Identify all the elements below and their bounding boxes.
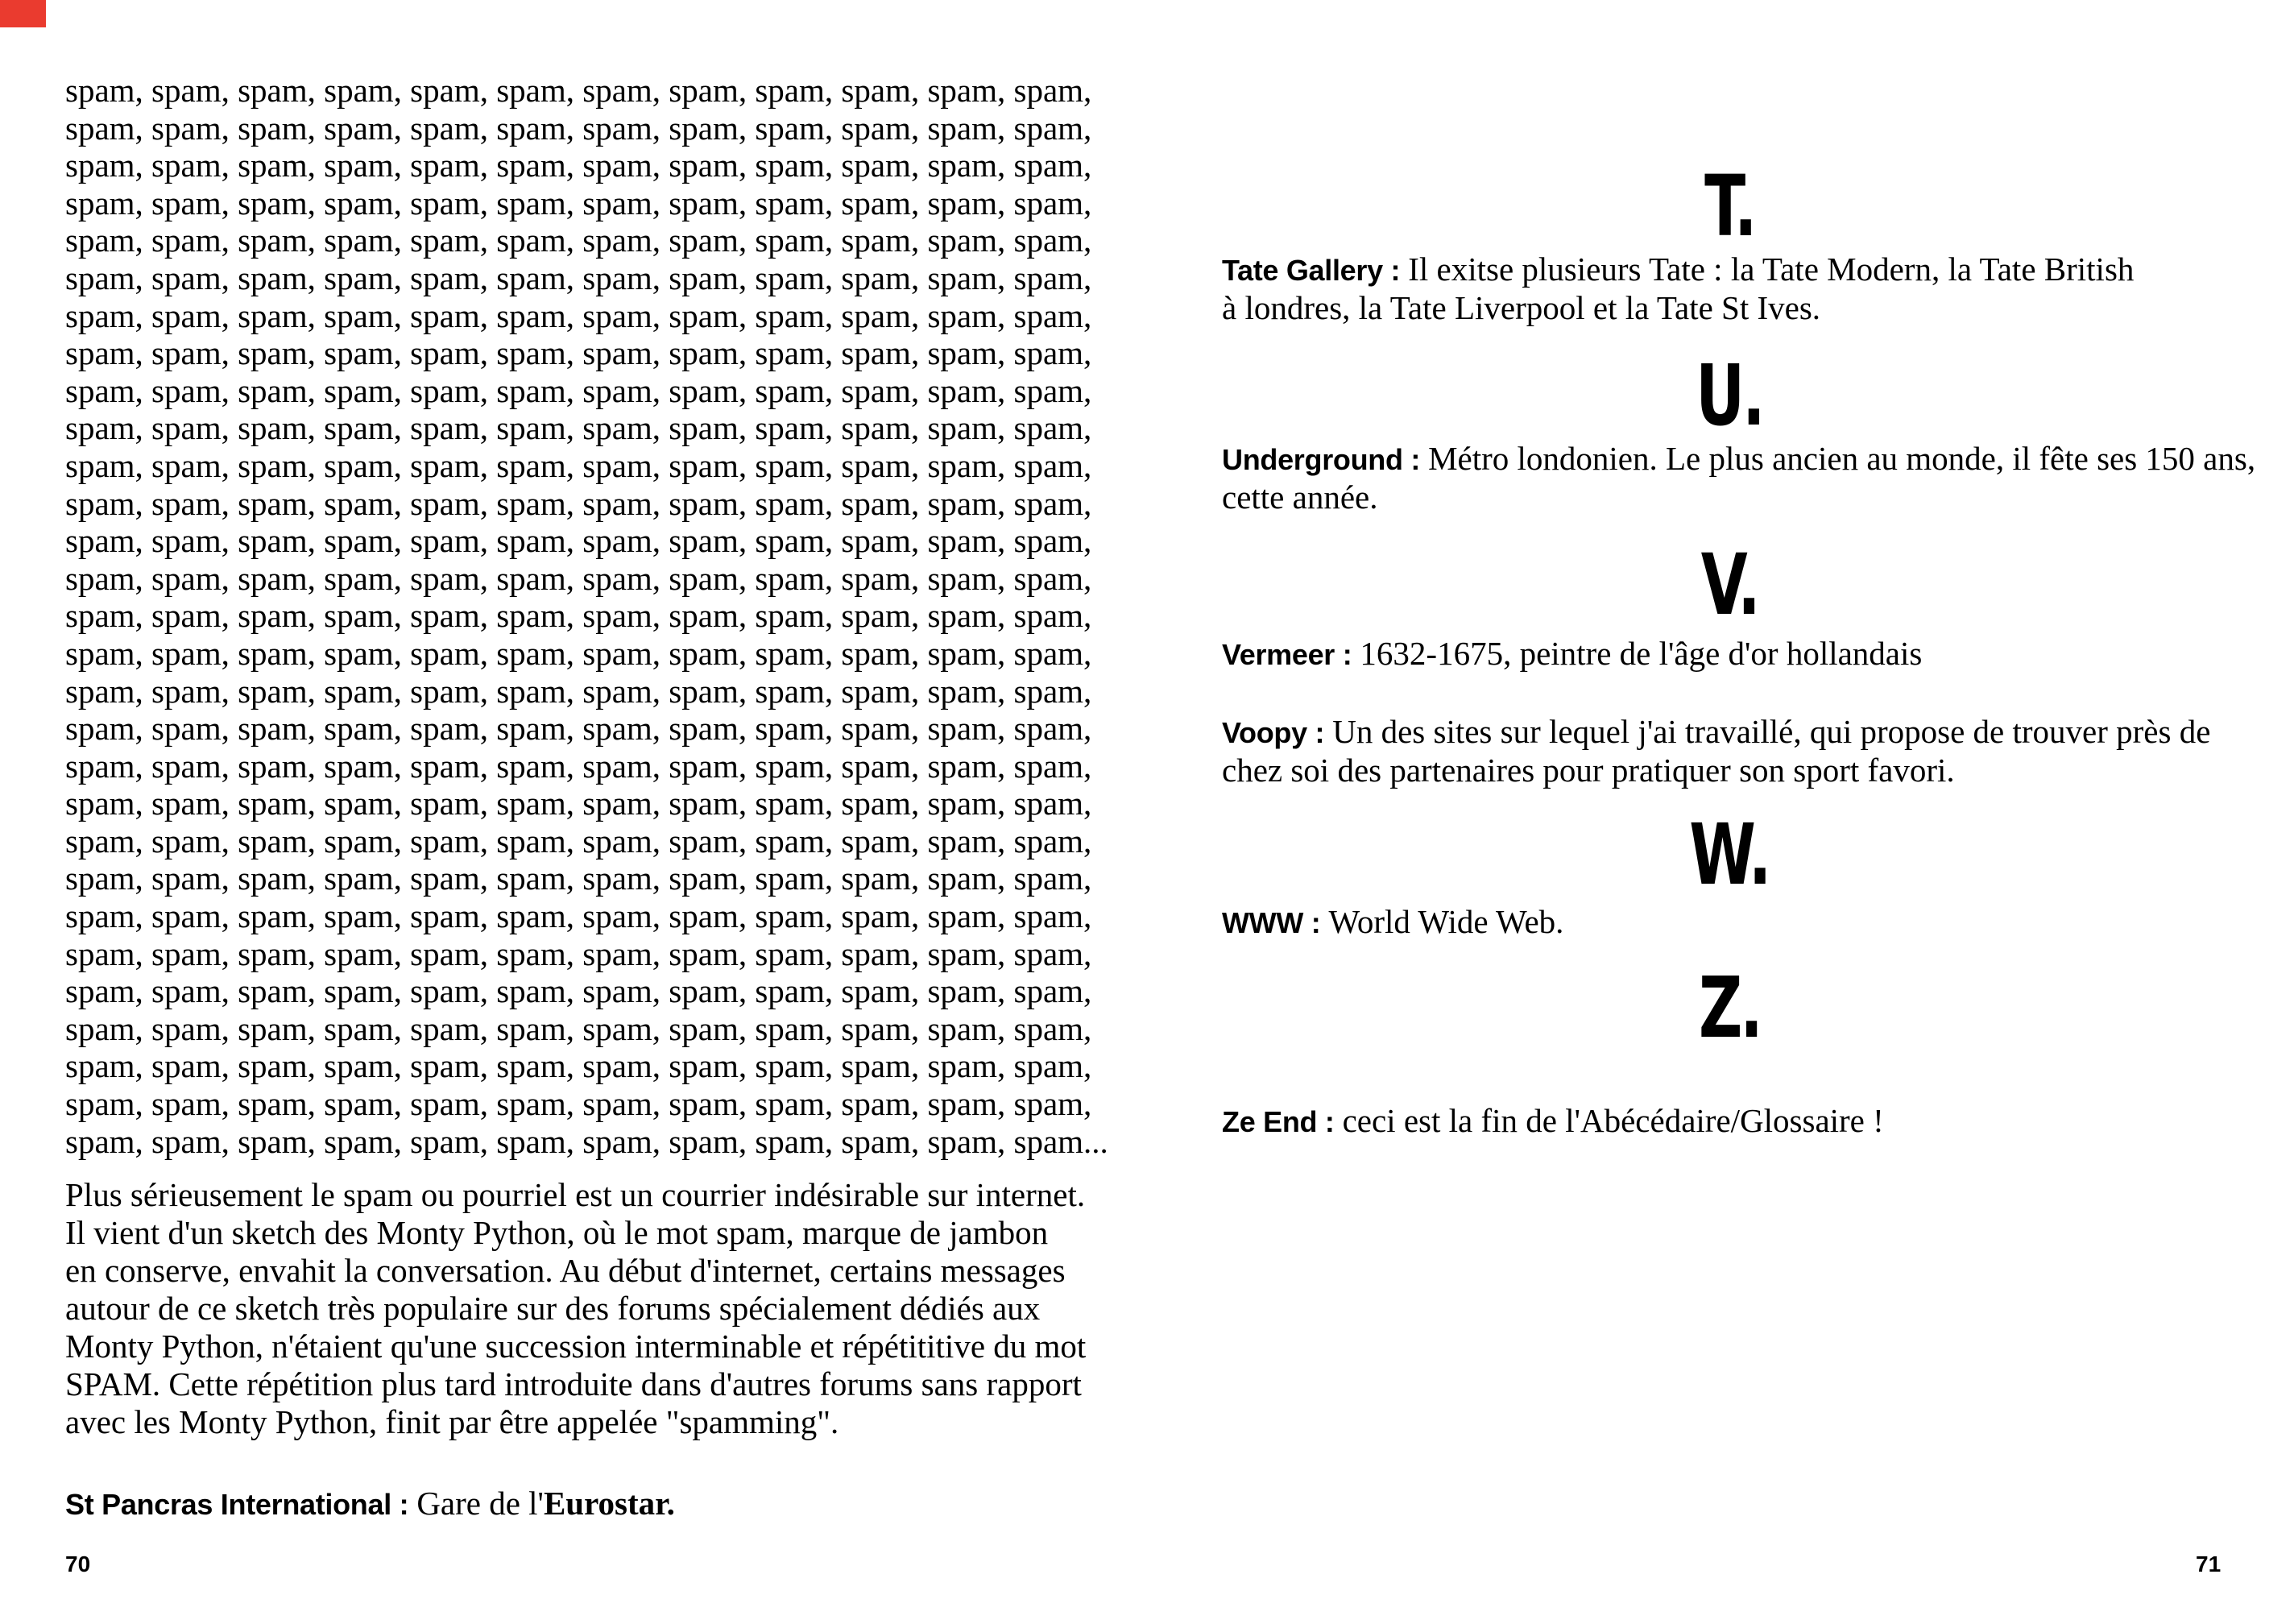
spam-line: spam, spam, spam, spam, spam, spam, spam, spam, spam, spam, spam, spam, [65, 785, 1092, 822]
glossary-entry-underground [1222, 440, 2261, 516]
spam-line: spam, spam, spam, spam, spam, spam, spam, spam, spam, spam, spam, spam, [65, 634, 1092, 672]
letter-heading-w-label: W. [1689, 806, 1770, 904]
letter-heading-u [1222, 346, 2237, 445]
paragraph-line: autour de ce sketch très populaire sur des forums spécialement dédiés aux [65, 1290, 1041, 1327]
paragraph-line: SPAM. Cette répétition plus tard introduite dans d'autres forums sans rapport [65, 1365, 1082, 1402]
spam-line: spam, spam, spam, spam, spam, spam, spam, spam, spam, spam, spam, spam, [65, 710, 1092, 748]
spam-line: spam, spam, spam, spam, spam, spam, spam, spam, spam, spam, spam, spam... [65, 1122, 1108, 1160]
spam-line: spam, spam, spam, spam, spam, spam, spam, spam, spam, spam, spam, spam, [65, 860, 1092, 897]
spam-line: spam, spam, spam, spam, spam, spam, spam, spam, spam, spam, spam, spam, [65, 559, 1092, 597]
spam-line: spam, spam, spam, spam, spam, spam, spam, spam, spam, spam, spam, spam, [65, 1047, 1092, 1085]
spam-line: spam, spam, spam, spam, spam, spam, spam, spam, spam, spam, spam, spam, [65, 934, 1092, 972]
entry-definition: World Wide Web. [1328, 903, 1564, 940]
spam-line: spam, spam, spam, spam, spam, spam, spam, spam, spam, spam, spam, spam, [65, 1009, 1092, 1047]
entry-definition: Il exitse plusieurs Tate : la Tate Modern, la Tate British [1408, 251, 2135, 288]
spam-line: spam, spam, spam, spam, spam, spam, spam, spam, spam, spam, spam, spam, [65, 672, 1092, 710]
paragraph-line: Il vient d'un sketch des Monty Python, où le mot spam, marque de jambon [65, 1214, 1049, 1251]
entry-line: chez soi des partenaires pour pratiquer son sport favori. [1222, 752, 1955, 789]
entry-definition: Métro londonien. Le plus ancien au monde, il fête ses 150 ans, [1428, 440, 2256, 477]
glossary-entry-voopy [1222, 713, 2261, 789]
letter-heading-v [1222, 536, 2237, 634]
paragraph-line: Monty Python, n'étaient qu'une succession interminable et répétititive du mot [65, 1328, 1087, 1365]
entry-definition-bold: Eurostar. [543, 1485, 675, 1522]
entry-line: cette année. [1222, 478, 1378, 516]
spam-line: spam, spam, spam, spam, spam, spam, spam, spam, spam, spam, spam, spam, [65, 747, 1092, 785]
spam-line: spam, spam, spam, spam, spam, spam, spam, spam, spam, spam, spam, spam, [65, 72, 1092, 109]
letter-heading-z-label: Z. [1698, 959, 1761, 1057]
spam-line: spam, spam, spam, spam, spam, spam, spam, spam, spam, spam, spam, spam, [65, 409, 1092, 447]
entry-definition: 1632-1675, peintre de l'âge d'or hollandais [1360, 635, 1923, 672]
paragraph-line: avec les Monty Python, finit par être appelée "spamming". [65, 1403, 839, 1440]
entry-line [1222, 440, 2261, 478]
entry-term: WWW : [1222, 906, 1321, 939]
letter-heading-u-label: U. [1696, 346, 1763, 445]
paragraph-line: en conserve, envahit la conversation. Au début d'internet, certains messages [65, 1252, 1066, 1289]
entry-line [1222, 903, 2261, 942]
entry-definition: Un des sites sur lequel j'ai travaillé, qui propose de trouver près de [1332, 713, 2211, 750]
entry-term: St Pancras International : [65, 1488, 409, 1521]
spam-line: spam, spam, spam, spam, spam, spam, spam, spam, spam, spam, spam, spam, [65, 296, 1092, 334]
spam-line: spam, spam, spam, spam, spam, spam, spam, spam, spam, spam, spam, spam, [65, 1085, 1092, 1123]
letter-heading-t-label: T. [1704, 157, 1755, 255]
spam-line: spam, spam, spam, spam, spam, spam, spam, spam, spam, spam, spam, spam, [65, 484, 1092, 522]
entry-line [1222, 1102, 2261, 1141]
entry-term: Ze End : [1222, 1105, 1335, 1138]
entry-line: à londres, la Tate Liverpool et la Tate St Ives. [1222, 289, 1821, 326]
glossary-entry-ze-end [1222, 1102, 2261, 1141]
entry-definition: ceci est la fin de l'Abécédaire/Glossaire ! [1342, 1102, 1884, 1139]
red-corner-mark [0, 0, 46, 27]
entry-line [1222, 635, 2261, 673]
entry-line [1222, 713, 2261, 752]
spam-line: spam, spam, spam, spam, spam, spam, spam, spam, spam, spam, spam, spam, [65, 446, 1092, 484]
spam-line: spam, spam, spam, spam, spam, spam, spam, spam, spam, spam, spam, spam, [65, 822, 1092, 860]
spam-explanation-paragraph [65, 1176, 1086, 1441]
spam-line: spam, spam, spam, spam, spam, spam, spam, spam, spam, spam, spam, spam, [65, 972, 1092, 1010]
page-number-left: 70 [65, 1552, 91, 1576]
spam-block [65, 72, 1108, 1160]
entry-term: Underground : [1222, 443, 1421, 476]
spam-line: spam, spam, spam, spam, spam, spam, spam, spam, spam, spam, spam, spam, [65, 222, 1092, 259]
entry-term: Tate Gallery : [1222, 254, 1401, 287]
spam-line: spam, spam, spam, spam, spam, spam, spam, spam, spam, spam, spam, spam, [65, 334, 1092, 372]
entry-term: Vermeer : [1222, 638, 1352, 671]
letter-heading-v-label: V. [1700, 536, 1758, 634]
spam-line: spam, spam, spam, spam, spam, spam, spam, spam, spam, spam, spam, spam, [65, 371, 1092, 409]
spam-line: spam, spam, spam, spam, spam, spam, spam, spam, spam, spam, spam, spam, [65, 147, 1092, 184]
page-number-right: 71 [2196, 1552, 2222, 1576]
glossary-entry-www [1222, 903, 2261, 942]
spam-line: spam, spam, spam, spam, spam, spam, spam, spam, spam, spam, spam, spam, [65, 109, 1092, 147]
glossary-entry-tate [1222, 251, 2261, 327]
spam-line: spam, spam, spam, spam, spam, spam, spam, spam, spam, spam, spam, spam, [65, 184, 1092, 222]
paragraph-line: Plus sérieusement le spam ou pourriel est un courrier indésirable sur internet. [65, 1176, 1086, 1213]
glossary-entry-vermeer [1222, 635, 2261, 673]
spam-line: spam, spam, spam, spam, spam, spam, spam, spam, spam, spam, spam, spam, [65, 597, 1092, 635]
entry-definition: Gare de l' [416, 1485, 544, 1522]
letter-heading-t [1222, 157, 2237, 255]
st-pancras-entry [65, 1485, 675, 1523]
letter-heading-z [1222, 959, 2237, 1057]
spam-line: spam, spam, spam, spam, spam, spam, spam, spam, spam, spam, spam, spam, [65, 522, 1092, 560]
entry-term: Voopy : [1222, 716, 1325, 749]
entry-line [1222, 251, 2261, 289]
letter-heading-w [1222, 806, 2237, 904]
spam-line: spam, spam, spam, spam, spam, spam, spam, spam, spam, spam, spam, spam, [65, 897, 1092, 935]
spam-line: spam, spam, spam, spam, spam, spam, spam, spam, spam, spam, spam, spam, [65, 259, 1092, 296]
